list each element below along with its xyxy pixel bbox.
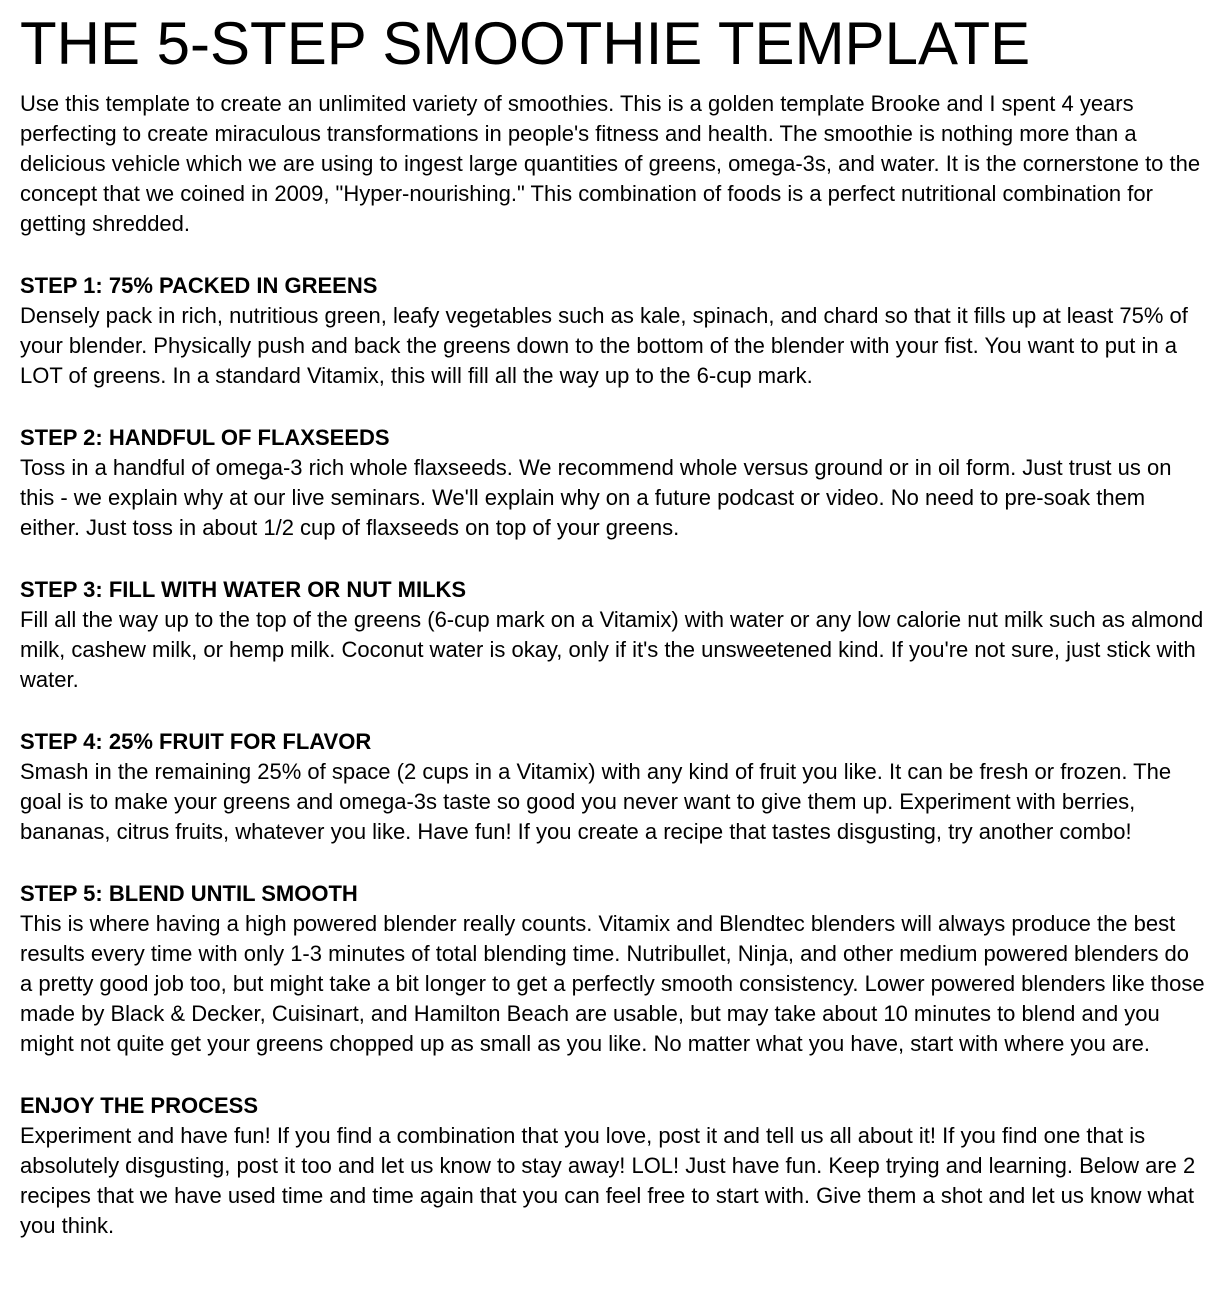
section-step-2 (20, 423, 1205, 543)
page-title: THE 5-STEP SMOOTHIE TEMPLATE (20, 10, 1031, 77)
section-step-3 (20, 575, 1205, 695)
section-step-1-body: Densely pack in rich, nutritious green, leafy vegetables such as kale, spinach, and chard so that it fills up at least 75% of your blender. Physically push and back the greens down to the bottom of the blender with your fist. You want to put in a LOT of greens. In a standard Vitamix, this will fill all the way up to the 6-cup mark. (20, 302, 1188, 388)
section-step-4 (20, 727, 1205, 847)
section-step-1-heading: STEP 1: 75% PACKED IN GREENS (20, 272, 378, 298)
section-enjoy-the-process (20, 1091, 1205, 1241)
section-step-1 (20, 271, 1205, 391)
section-enjoy-body: Experiment and have fun! If you find a combination that you love, post it and tell us all about it! If you find one that is absolutely disgusting, post it too and let us know to stay away! LOL! Just have fun. Keep trying and learning. Below are 2 recipes that we have used time and time again that you can feel free to start with. Give them a shot and let us know what you think. (20, 1122, 1196, 1238)
section-step-3-body: Fill all the way up to the top of the greens (6-cup mark on a Vitamix) with water or any low calorie nut milk such as almond milk, cashew milk, or hemp milk. Coconut water is okay, only if it's the unsweetened kind. If you're not sure, just stick with water. (20, 606, 1204, 692)
section-step-2-heading: STEP 2: HANDFUL OF FLAXSEEDS (20, 424, 390, 450)
section-step-5 (20, 879, 1205, 1059)
intro-paragraph: Use this template to create an unlimited variety of smoothies. This is a golden template Brooke and I spent 4 years perfecting to create miraculous transformations in people's fitness and health. The smoothie is nothing more than a delicious vehicle which we are using to ingest large quantities of greens, omega-3s, and water. It is the cornerstone to the concept that we coined in 2009, "Hyper-nourishing." This combination of foods is a perfect nutritional combination for getting shredded. (20, 90, 1201, 236)
section-step-4-body: Smash in the remaining 25% of space (2 cups in a Vitamix) with any kind of fruit you like. It can be fresh or frozen. The goal is to make your greens and omega-3s taste so good you never want to give them up. Experiment with berries, bananas, citrus fruits, whatever you like. Have fun! If you create a recipe that tastes disgusting, try another combo! (20, 758, 1172, 844)
section-step-5-heading: STEP 5: BLEND UNTIL SMOOTH (20, 880, 358, 906)
section-enjoy-heading: ENJOY THE PROCESS (20, 1092, 258, 1118)
section-step-4-heading: STEP 4: 25% FRUIT FOR FLAVOR (20, 728, 372, 754)
section-step-5-body: This is where having a high powered blender really counts. Vitamix and Blendtec blenders will always produce the best results every time with only 1-3 minutes of total blending time. Nutribullet, Ninja, and other medium powered blenders do a pretty good job too, but might take a bit longer to get a perfectly smooth consistency. Lower powered blenders like those made by Black & Decker, Cuisinart, and Hamilton Beach are usable, but may take about 10 minutes to blend and you might not quite get your greens chopped up as small as you like. No matter what you have, start with where you are. (20, 910, 1205, 1056)
section-step-3-heading: STEP 3: FILL WITH WATER OR NUT MILKS (20, 576, 467, 602)
section-step-2-body: Toss in a handful of omega-3 rich whole flaxseeds. We recommend whole versus ground or in oil form. Just trust us on this - we explain why at our live seminars. We'll explain why on a future podcast or video. No need to pre-soak them either. Just toss in about 1/2 cup of flaxseeds on top of your greens. (20, 454, 1172, 540)
